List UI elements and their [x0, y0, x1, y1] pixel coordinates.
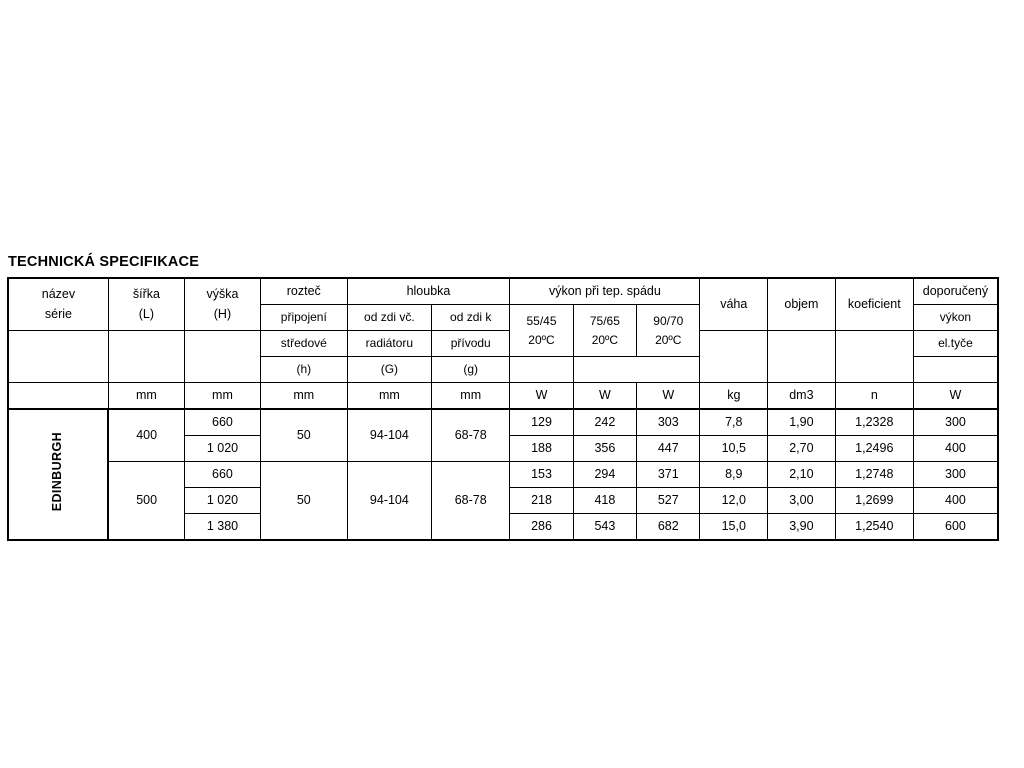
header-depth: hloubka — [347, 278, 510, 305]
cell-coefficient: 1,2699 — [835, 488, 913, 514]
unit-output-1: W — [510, 383, 573, 410]
unit-depth-supply: mm — [432, 383, 510, 410]
header-recommended-spacer — [510, 357, 573, 383]
header-recommended-line3: el.tyče — [913, 331, 998, 357]
cell-recommended: 600 — [913, 514, 998, 541]
cell-depth-wall: 94-104 — [347, 462, 432, 541]
header-width-spacer — [108, 331, 184, 383]
cell-depth-wall: 94-104 — [347, 409, 432, 462]
cell-height: 1 020 — [184, 488, 260, 514]
cell-depth-supply: 68-78 — [432, 462, 510, 541]
header-width-symbol: (L) — [138, 306, 155, 321]
header-temp-55-45-line1: 55/45 — [526, 313, 557, 328]
cell-width: 400 — [108, 409, 184, 462]
cell-output-2: 543 — [573, 514, 636, 541]
unit-height: mm — [184, 383, 260, 410]
cell-output-1: 218 — [510, 488, 573, 514]
cell-volume: 1,90 — [768, 409, 836, 436]
cell-volume: 3,00 — [768, 488, 836, 514]
header-depth-wall-line2: radiátoru — [347, 331, 432, 357]
header-temp-75-65 — [573, 305, 636, 357]
cell-height: 660 — [184, 462, 260, 488]
cell-output-3: 682 — [637, 514, 700, 541]
cell-weight: 15,0 — [700, 514, 768, 541]
cell-coefficient: 1,2496 — [835, 436, 913, 462]
header-depth-supply-symbol: (g) — [432, 357, 510, 383]
table-units-row — [8, 383, 998, 410]
cell-volume: 2,10 — [768, 462, 836, 488]
header-depth-wall-line1: od zdi vč. — [347, 305, 432, 331]
header-pitch-symbol: (h) — [260, 357, 347, 383]
cell-output-3: 371 — [637, 462, 700, 488]
cell-recommended: 400 — [913, 436, 998, 462]
header-temp-90-70 — [637, 305, 700, 357]
cell-height: 1 380 — [184, 514, 260, 541]
unit-depth-wall: mm — [347, 383, 432, 410]
header-pitch-connection: připojení — [260, 305, 347, 331]
header-name-line2: série — [44, 306, 72, 321]
header-weight-spacer — [700, 331, 768, 383]
cell-output-1: 129 — [510, 409, 573, 436]
header-height — [184, 278, 260, 331]
header-pitch: rozteč — [260, 278, 347, 305]
table-header-row-3 — [8, 331, 998, 357]
cell-recommended: 300 — [913, 409, 998, 436]
technical-specification-table — [7, 277, 999, 541]
header-temp-75-65-line2: 20ºC — [591, 332, 619, 347]
cell-depth-supply: 68-78 — [432, 409, 510, 462]
cell-volume: 2,70 — [768, 436, 836, 462]
page-title: TECHNICKÁ SPECIFIKACE — [8, 254, 200, 270]
cell-output-2: 356 — [573, 436, 636, 462]
header-volume-spacer — [768, 331, 836, 383]
cell-output-3: 447 — [637, 436, 700, 462]
series-name-cell — [8, 409, 108, 540]
cell-height: 660 — [184, 409, 260, 436]
cell-weight: 8,9 — [700, 462, 768, 488]
cell-output-3: 527 — [637, 488, 700, 514]
table-row — [8, 462, 998, 488]
header-height-spacer — [184, 331, 260, 383]
unit-weight: kg — [700, 383, 768, 410]
unit-volume: dm3 — [768, 383, 836, 410]
header-name — [8, 278, 108, 331]
cell-output-2: 242 — [573, 409, 636, 436]
header-width — [108, 278, 184, 331]
unit-output-2: W — [573, 383, 636, 410]
header-height-label: výška — [206, 287, 239, 302]
cell-coefficient: 1,2540 — [835, 514, 913, 541]
header-recommended: doporučený — [913, 278, 998, 305]
cell-weight: 10,5 — [700, 436, 768, 462]
cell-pitch: 50 — [260, 462, 347, 541]
header-volume: objem — [768, 278, 836, 331]
cell-output-3: 303 — [637, 409, 700, 436]
header-temp-90-70-line1: 90/70 — [653, 313, 684, 328]
header-name-spacer — [8, 331, 108, 383]
cell-weight: 7,8 — [700, 409, 768, 436]
header-output: výkon při tep. spádu — [510, 278, 700, 305]
header-depth-wall-symbol: (G) — [347, 357, 432, 383]
header-recommended-line2: výkon — [913, 305, 998, 331]
header-temp-75-65-line1: 75/65 — [589, 313, 620, 328]
cell-coefficient: 1,2328 — [835, 409, 913, 436]
unit-pitch: mm — [260, 383, 347, 410]
cell-height: 1 020 — [184, 436, 260, 462]
cell-weight: 12,0 — [700, 488, 768, 514]
cell-output-1: 153 — [510, 462, 573, 488]
unit-recommended: W — [913, 383, 998, 410]
header-height-symbol: (H) — [213, 306, 232, 321]
unit-output-3: W — [637, 383, 700, 410]
cell-output-2: 294 — [573, 462, 636, 488]
header-pitch-central: středové — [260, 331, 347, 357]
series-name-label: EDINBURGH — [50, 431, 65, 511]
cell-output-2: 418 — [573, 488, 636, 514]
cell-recommended: 400 — [913, 488, 998, 514]
unit-coefficient: n — [835, 383, 913, 410]
header-depth-supply-line1: od zdi k — [432, 305, 510, 331]
header-temp-90-70-line2: 20ºC — [655, 332, 682, 347]
header-weight: váha — [700, 278, 768, 331]
unit-name — [8, 383, 108, 410]
cell-recommended: 300 — [913, 462, 998, 488]
header-coefficient-spacer — [835, 331, 913, 383]
cell-output-1: 286 — [510, 514, 573, 541]
header-coefficient: koeficient — [835, 278, 913, 331]
cell-width: 500 — [108, 462, 184, 541]
table-row — [8, 409, 998, 436]
cell-output-1: 188 — [510, 436, 573, 462]
cell-pitch: 50 — [260, 409, 347, 462]
cell-volume: 3,90 — [768, 514, 836, 541]
unit-width: mm — [108, 383, 184, 410]
header-temp-55-45-line2: 20ºC — [528, 332, 555, 347]
header-width-label: šířka — [132, 287, 160, 302]
header-temp-55-45 — [510, 305, 573, 357]
header-depth-supply-line2: přívodu — [432, 331, 510, 357]
cell-coefficient: 1,2748 — [835, 462, 913, 488]
header-name-line1: název — [41, 287, 76, 302]
table-header-row-1 — [8, 278, 998, 305]
